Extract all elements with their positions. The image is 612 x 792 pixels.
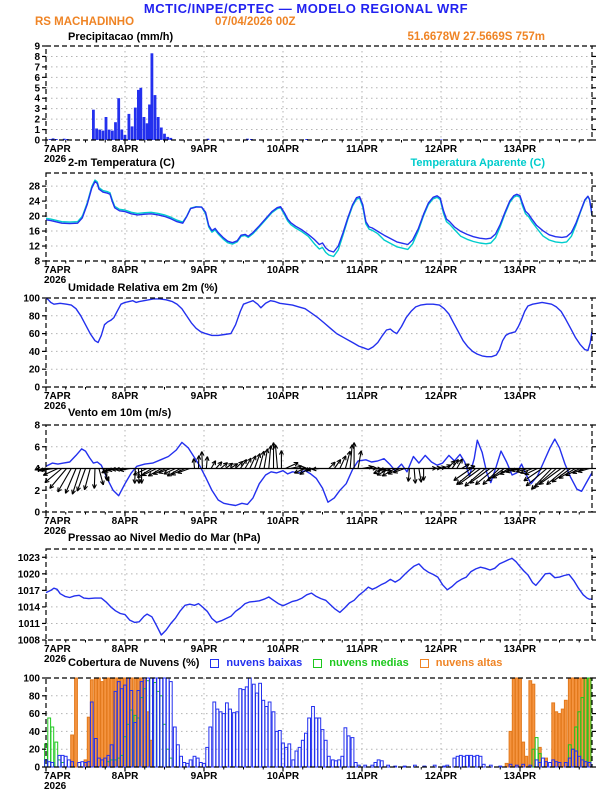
svg-text:10APR: 10APR	[266, 265, 300, 276]
svg-text:6: 6	[34, 72, 40, 84]
svg-text:1011: 1011	[18, 618, 40, 630]
svg-text:11APR: 11APR	[346, 644, 378, 655]
svg-text:10APR: 10APR	[266, 516, 300, 527]
svg-text:24: 24	[28, 196, 40, 208]
svg-text:100: 100	[23, 293, 40, 305]
svg-text:2026: 2026	[44, 526, 67, 537]
svg-text:2026: 2026	[44, 275, 67, 286]
panel-title-temp: 2-m Temperatura (C)	[68, 157, 175, 169]
svg-text:8APR: 8APR	[111, 391, 139, 402]
svg-text:60: 60	[28, 329, 40, 341]
svg-text:0: 0	[34, 762, 40, 774]
svg-text:10APR: 10APR	[266, 771, 300, 782]
svg-text:1023: 1023	[17, 552, 40, 564]
svg-text:20: 20	[28, 364, 40, 376]
wind-panel	[34, 421, 596, 538]
svg-text:0: 0	[34, 382, 40, 394]
svg-text:8: 8	[34, 420, 40, 432]
svg-text:13APR: 13APR	[503, 516, 537, 527]
panel-title-humidity: Umidade Relativa em 2m (%)	[68, 282, 218, 294]
svg-text:9APR: 9APR	[190, 144, 218, 155]
svg-text:60: 60	[28, 709, 40, 721]
rh-frame	[46, 298, 592, 387]
svg-text:1017: 1017	[17, 585, 40, 597]
svg-text:1: 1	[34, 125, 40, 137]
run-datetime: 07/04/2026 00Z	[215, 16, 296, 28]
panel-title-apparent-temp: Temperatura Aparente (C)	[410, 157, 545, 169]
svg-text:8APR: 8APR	[111, 644, 139, 655]
svg-text:4: 4	[34, 93, 40, 105]
temp-axes	[29, 182, 596, 286]
pres-panel	[18, 549, 596, 665]
svg-text:8: 8	[34, 256, 40, 268]
svg-text:7APR: 7APR	[44, 644, 71, 655]
svg-text:40: 40	[28, 726, 40, 738]
svg-text:7APR: 7APR	[44, 771, 71, 782]
svg-text:13APR: 13APR	[503, 144, 537, 155]
svg-text:20: 20	[28, 744, 40, 756]
svg-text:2: 2	[34, 114, 40, 126]
svg-text:10APR: 10APR	[266, 644, 300, 655]
temp-panel	[29, 173, 596, 286]
svg-text:11APR: 11APR	[346, 265, 378, 276]
svg-text:1020: 1020	[17, 569, 40, 581]
svg-text:7APR: 7APR	[44, 516, 71, 527]
rh-series-line	[46, 298, 592, 357]
cloud-bars-nuvens-altas	[71, 678, 591, 767]
svg-text:13APR: 13APR	[503, 644, 537, 655]
svg-text:8APR: 8APR	[111, 144, 139, 155]
svg-text:9APR: 9APR	[190, 771, 218, 782]
svg-text:12APR: 12APR	[424, 265, 458, 276]
pres-series-line	[46, 558, 592, 635]
svg-text:6: 6	[34, 442, 40, 454]
pres-grid	[46, 549, 592, 640]
svg-text:80: 80	[28, 311, 40, 323]
svg-text:11APR: 11APR	[346, 516, 378, 527]
svg-text:11APR: 11APR	[346, 771, 378, 782]
svg-text:7: 7	[34, 62, 40, 74]
rh-panel	[23, 294, 596, 413]
svg-text:9APR: 9APR	[190, 516, 218, 527]
svg-text:40: 40	[28, 346, 40, 358]
high-clouds-legend-label: nuvens altas	[435, 657, 503, 669]
header-title: MCTIC/INPE/CPTEC — MODELO REGIONAL WRF	[143, 1, 469, 16]
clouds-panel	[23, 674, 596, 792]
svg-text:12APR: 12APR	[424, 771, 458, 782]
pres-axes	[18, 553, 596, 665]
svg-text:9APR: 9APR	[190, 265, 218, 276]
svg-text:28: 28	[28, 181, 40, 193]
svg-text:13APR: 13APR	[503, 265, 537, 276]
svg-text:12: 12	[28, 241, 40, 253]
svg-text:1008: 1008	[17, 635, 40, 647]
svg-text:8: 8	[34, 51, 40, 63]
svg-text:12APR: 12APR	[424, 644, 458, 655]
mid-clouds-legend-label: nuvens medias	[329, 657, 409, 669]
svg-text:3: 3	[34, 104, 40, 116]
svg-text:0: 0	[34, 507, 40, 519]
precip-panel	[34, 42, 596, 166]
svg-text:12APR: 12APR	[424, 144, 458, 155]
svg-text:9APR: 9APR	[190, 644, 218, 655]
svg-text:4: 4	[34, 464, 40, 475]
svg-text:16: 16	[28, 226, 40, 238]
station-location: 51.6678W 27.5669S 757m	[407, 31, 545, 43]
station-name: RS MACHADINHO	[35, 16, 135, 28]
svg-text:1014: 1014	[17, 602, 40, 614]
svg-text:8APR: 8APR	[111, 771, 139, 782]
svg-text:7APR: 7APR	[44, 391, 71, 402]
temp-series-line	[46, 182, 592, 252]
svg-text:100: 100	[23, 673, 40, 685]
panel-title-wind: Vento em 10m (m/s)	[68, 407, 172, 419]
svg-text:7APR: 7APR	[44, 144, 71, 155]
svg-text:12APR: 12APR	[424, 516, 458, 527]
svg-text:10APR: 10APR	[266, 144, 300, 155]
svg-text:9: 9	[34, 41, 40, 53]
pres-frame	[46, 549, 592, 640]
panel-title-pressure: Pressao ao Nivel Medio do Mar (hPa)	[68, 532, 261, 544]
svg-text:13APR: 13APR	[503, 391, 537, 402]
svg-text:11APR: 11APR	[346, 144, 378, 155]
svg-text:8APR: 8APR	[111, 516, 139, 527]
rh-grid	[46, 298, 592, 387]
svg-text:5: 5	[34, 83, 40, 95]
svg-text:12APR: 12APR	[424, 391, 458, 402]
svg-text:2026: 2026	[44, 154, 67, 165]
panel-title-precip: Precipitacao (mm/h)	[68, 31, 174, 43]
panel-title-clouds: Cobertura de Nuvens (%)	[68, 657, 200, 669]
svg-text:2026: 2026	[44, 781, 67, 792]
wind-axes	[34, 421, 596, 538]
precip-bars	[49, 53, 443, 140]
svg-text:20: 20	[28, 211, 40, 223]
svg-text:0: 0	[34, 135, 40, 147]
svg-text:7APR: 7APR	[44, 265, 71, 276]
low-clouds-legend-label: nuvens baixas	[226, 657, 303, 669]
svg-text:10APR: 10APR	[266, 391, 300, 402]
svg-text:9APR: 9APR	[190, 391, 218, 402]
wind-vectors	[36, 443, 592, 495]
svg-text:2026: 2026	[44, 401, 67, 412]
svg-text:11APR: 11APR	[346, 391, 378, 402]
svg-text:2: 2	[34, 485, 40, 497]
svg-text:13APR: 13APR	[503, 771, 537, 782]
svg-text:8APR: 8APR	[111, 265, 139, 276]
svg-text:80: 80	[28, 691, 40, 703]
svg-text:2026: 2026	[44, 654, 67, 665]
